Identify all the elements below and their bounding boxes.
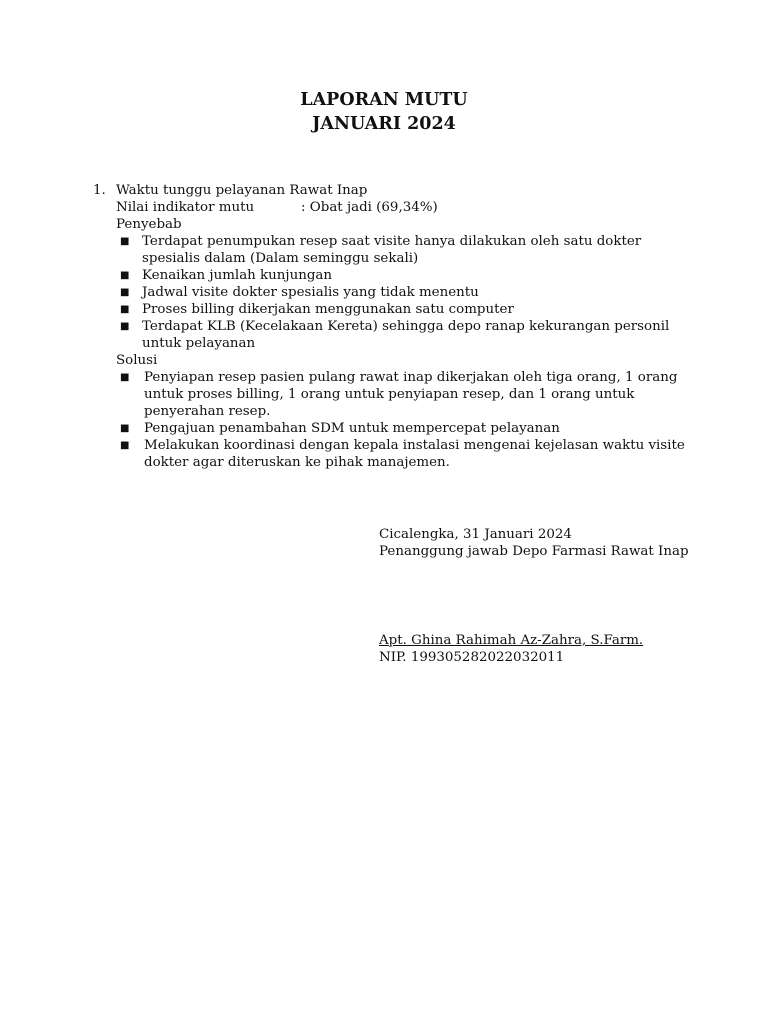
report-item-row [93,182,713,471]
solutions-list [116,369,713,471]
cause-item: ■ Terdapat penumpukan resep saat visite hanya dilakukan oleh satu dokter spesialis dalam (Dalam seminggu sekali) [120,234,642,266]
cause-item: ■ Proses billing dikerjakan menggunakan satu computer [120,302,514,317]
signatory-name: Apt. Ghina Rahimah Az-Zahra, S.Farm. [379,633,644,648]
solution-item: ■ Melakukan koordinasi dengan kepala instalasi mengenai kejelasan waktu visite dokter agar diteruskan ke pihak manajemen. [120,438,685,470]
item-heading: Waktu tunggu pelayanan Rawat Inap [116,183,368,198]
bullet-icon: ■ [120,304,130,315]
indicator-label: Nilai indikator mutu [116,200,255,215]
indicator-value: : Obat jadi (69,34%) [301,200,438,215]
item-number: 1. [93,183,106,198]
signature-space [379,560,739,632]
report-period: JANUARI 2024 [312,114,456,134]
bullet-icon: ■ [120,321,130,332]
indicator-row [116,199,713,216]
cause-item: ■ Jadwal visite dokter spesialis yang tidak menentu [120,285,479,300]
solution-item: ■ Pengajuan penambahan SDM untuk mempercepat pelayanan [120,421,560,436]
cause-item: ■ Kenaikan jumlah kunjungan [120,268,332,283]
bullet-icon: ■ [120,236,130,247]
solutions-label: Solusi [116,353,158,368]
causes-label: Penyebab [116,217,182,232]
report-item [93,182,713,471]
signatory-nip: NIP. 199305282022032011 [379,650,565,665]
bullet-icon: ■ [120,440,130,451]
item-body [116,182,713,471]
bullet-icon: ■ [120,372,130,383]
signature-role: Penanggung jawab Depo Farmasi Rawat Inap [379,544,689,559]
bullet-icon: ■ [120,270,130,281]
cause-item: ■ Terdapat KLB (Kecelakaan Kereta) sehingga depo ranap kekurangan personil untuk pelayanan [120,319,670,351]
causes-list [116,233,713,352]
signature-block [379,526,739,666]
bullet-icon: ■ [120,287,130,298]
solution-item: ■ Penyiapan resep pasien pulang rawat inap dikerjakan oleh tiga orang, 1 orang untuk proses billing, 1 orang untuk penyiapan resep, dan 1 orang untuk penyerahan resep. [120,370,678,419]
bullet-icon: ■ [120,423,130,434]
report-title: LAPORAN MUTU [300,90,468,110]
signature-place-date: Cicalengka, 31 Januari 2024 [379,527,572,542]
